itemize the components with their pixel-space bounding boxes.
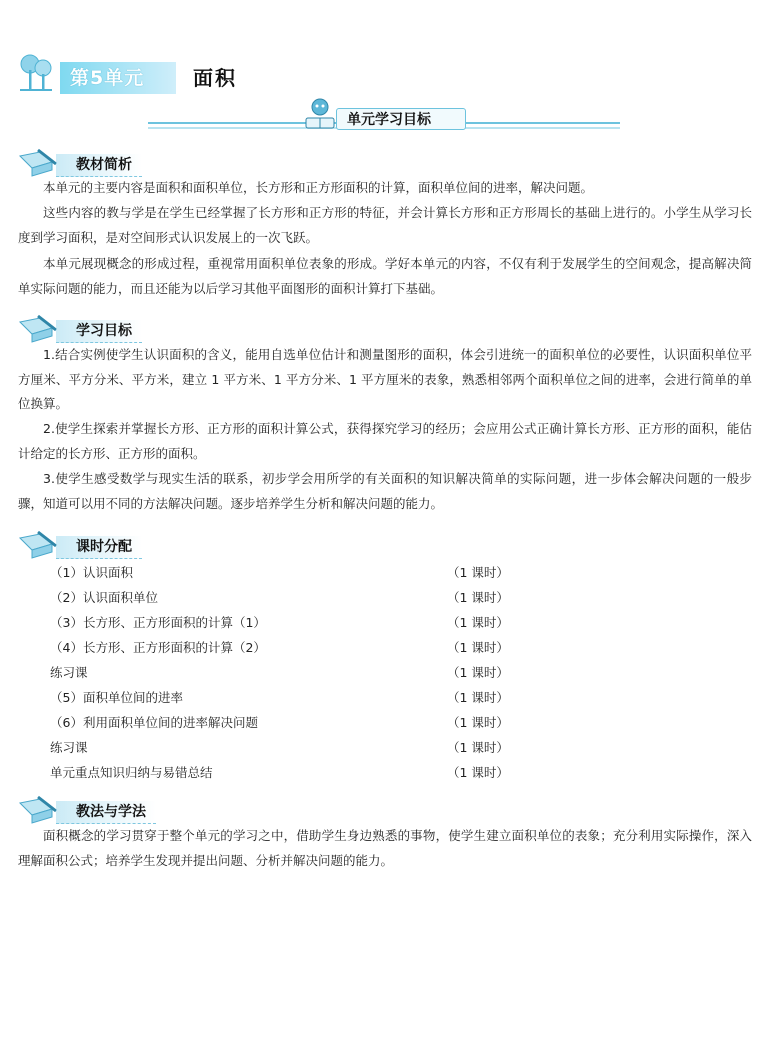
lesson-duration: （1 课时） — [447, 640, 509, 655]
lesson-name: 练习课 — [50, 740, 88, 755]
lesson-duration: （1 课时） — [447, 665, 509, 680]
lesson-duration: （1 课时） — [447, 565, 509, 580]
lesson-duration: （1 课时） — [447, 615, 509, 630]
schedule-row — [50, 710, 510, 735]
lesson-duration: （1 课时） — [447, 715, 509, 730]
section-heading-goals — [16, 314, 166, 344]
paragraph: 本单元展现概念的形成过程，重视常用面积单位表象的形成。学好本单元的内容，不仅有利于发展学生的空间观念，提高解决简单实际问题的能力，而且还能为以后学习其他平面图形的面积计算打下基础。 — [18, 256, 752, 296]
lesson-name: （6）利用面积单位间的进率解决问题 — [50, 715, 258, 730]
paragraph: 3.使学生感受数学与现实生活的联系，初步学会用所学的有关面积的知识解决简单的实际问题，进一步体会解决问题的一般步骤，知道可以用不同的方法解决问题。逐步培养学生分析和解决问题的能力。 — [18, 471, 752, 511]
lesson-duration: （1 课时） — [447, 740, 509, 755]
lesson-name: （4）长方形、正方形面积的计算（2） — [50, 640, 266, 655]
section-title: 教材简析 — [56, 154, 142, 177]
schedule-row — [50, 560, 510, 585]
section-title: 学习目标 — [56, 320, 142, 343]
pencil-book-icon — [16, 795, 60, 825]
pencil-book-icon — [16, 148, 60, 178]
paragraph: 这些内容的教与学是在学生已经掌握了长方形和正方形的特征，并会计算长方形和正方形周长的基础上进行的。小学生从学习长度到学习面积，是对空间形式认识发展上的一次飞跃。 — [18, 205, 752, 245]
pencil-book-icon — [16, 314, 60, 344]
pencil-book-icon — [16, 530, 60, 560]
lesson-name: 单元重点知识归纳与易错总结 — [50, 765, 213, 780]
schedule-row — [50, 635, 510, 660]
lesson-name: （2）认识面积单位 — [50, 590, 158, 605]
paragraph: 1.结合实例使学生认识面积的含义，能用自选单位估计和测量图形的面积，体会引进统一的面积单位的必要性，认识面积单位平方厘米、平方分米、平方米，建立 1 平方米、1 平方分米、1 平方厘米的表象，熟悉相邻两个面积单位之间的进率，会进行简单的单位换算。 — [18, 347, 752, 411]
lesson-duration: （1 课时） — [447, 690, 509, 705]
lesson-name: （3）长方形、正方形面积的计算（1） — [50, 615, 266, 630]
paragraph: 2.使学生探索并掌握长方形、正方形的面积计算公式，获得探究学习的经历；会应用公式正确计算长方形、正方形的面积，能估计给定的长方形、正方形的面积。 — [18, 421, 752, 461]
lesson-duration: （1 课时） — [447, 590, 509, 605]
schedule-row — [50, 585, 510, 610]
paragraph: 本单元的主要内容是面积和面积单位，长方形和正方形面积的计算，面积单位间的进率，解决问题。 — [43, 180, 594, 195]
section-title: 课时分配 — [56, 536, 142, 559]
paragraph: 面积概念的学习贯穿于整个单元的学习之中，借助学生身边熟悉的事物，使学生建立面积单位的表象；充分利用实际操作，深入理解面积公式；培养学生发现并提出问题、分析并解决问题的能力。 — [18, 828, 752, 868]
lesson-name: （5）面积单位间的进率 — [50, 690, 183, 705]
section-heading-methods — [16, 795, 166, 825]
unit-title: 面积 — [193, 66, 237, 90]
schedule-row — [50, 660, 510, 685]
unit-badge: 第5单元 — [60, 62, 176, 94]
lesson-duration: （1 课时） — [447, 765, 509, 780]
tree-icon — [18, 52, 54, 92]
section-heading-schedule — [16, 530, 166, 560]
schedule-row — [50, 735, 510, 760]
schedule-row — [50, 685, 510, 710]
lesson-name: （1）认识面积 — [50, 565, 133, 580]
schedule-row — [50, 610, 510, 635]
banner-title: 单元学习目标 — [336, 108, 466, 130]
lesson-name: 练习课 — [50, 665, 88, 680]
section-heading-textbook — [16, 148, 166, 178]
section-title: 教法与学法 — [56, 801, 156, 824]
student-reading-icon — [300, 96, 340, 132]
schedule-row — [50, 760, 510, 785]
